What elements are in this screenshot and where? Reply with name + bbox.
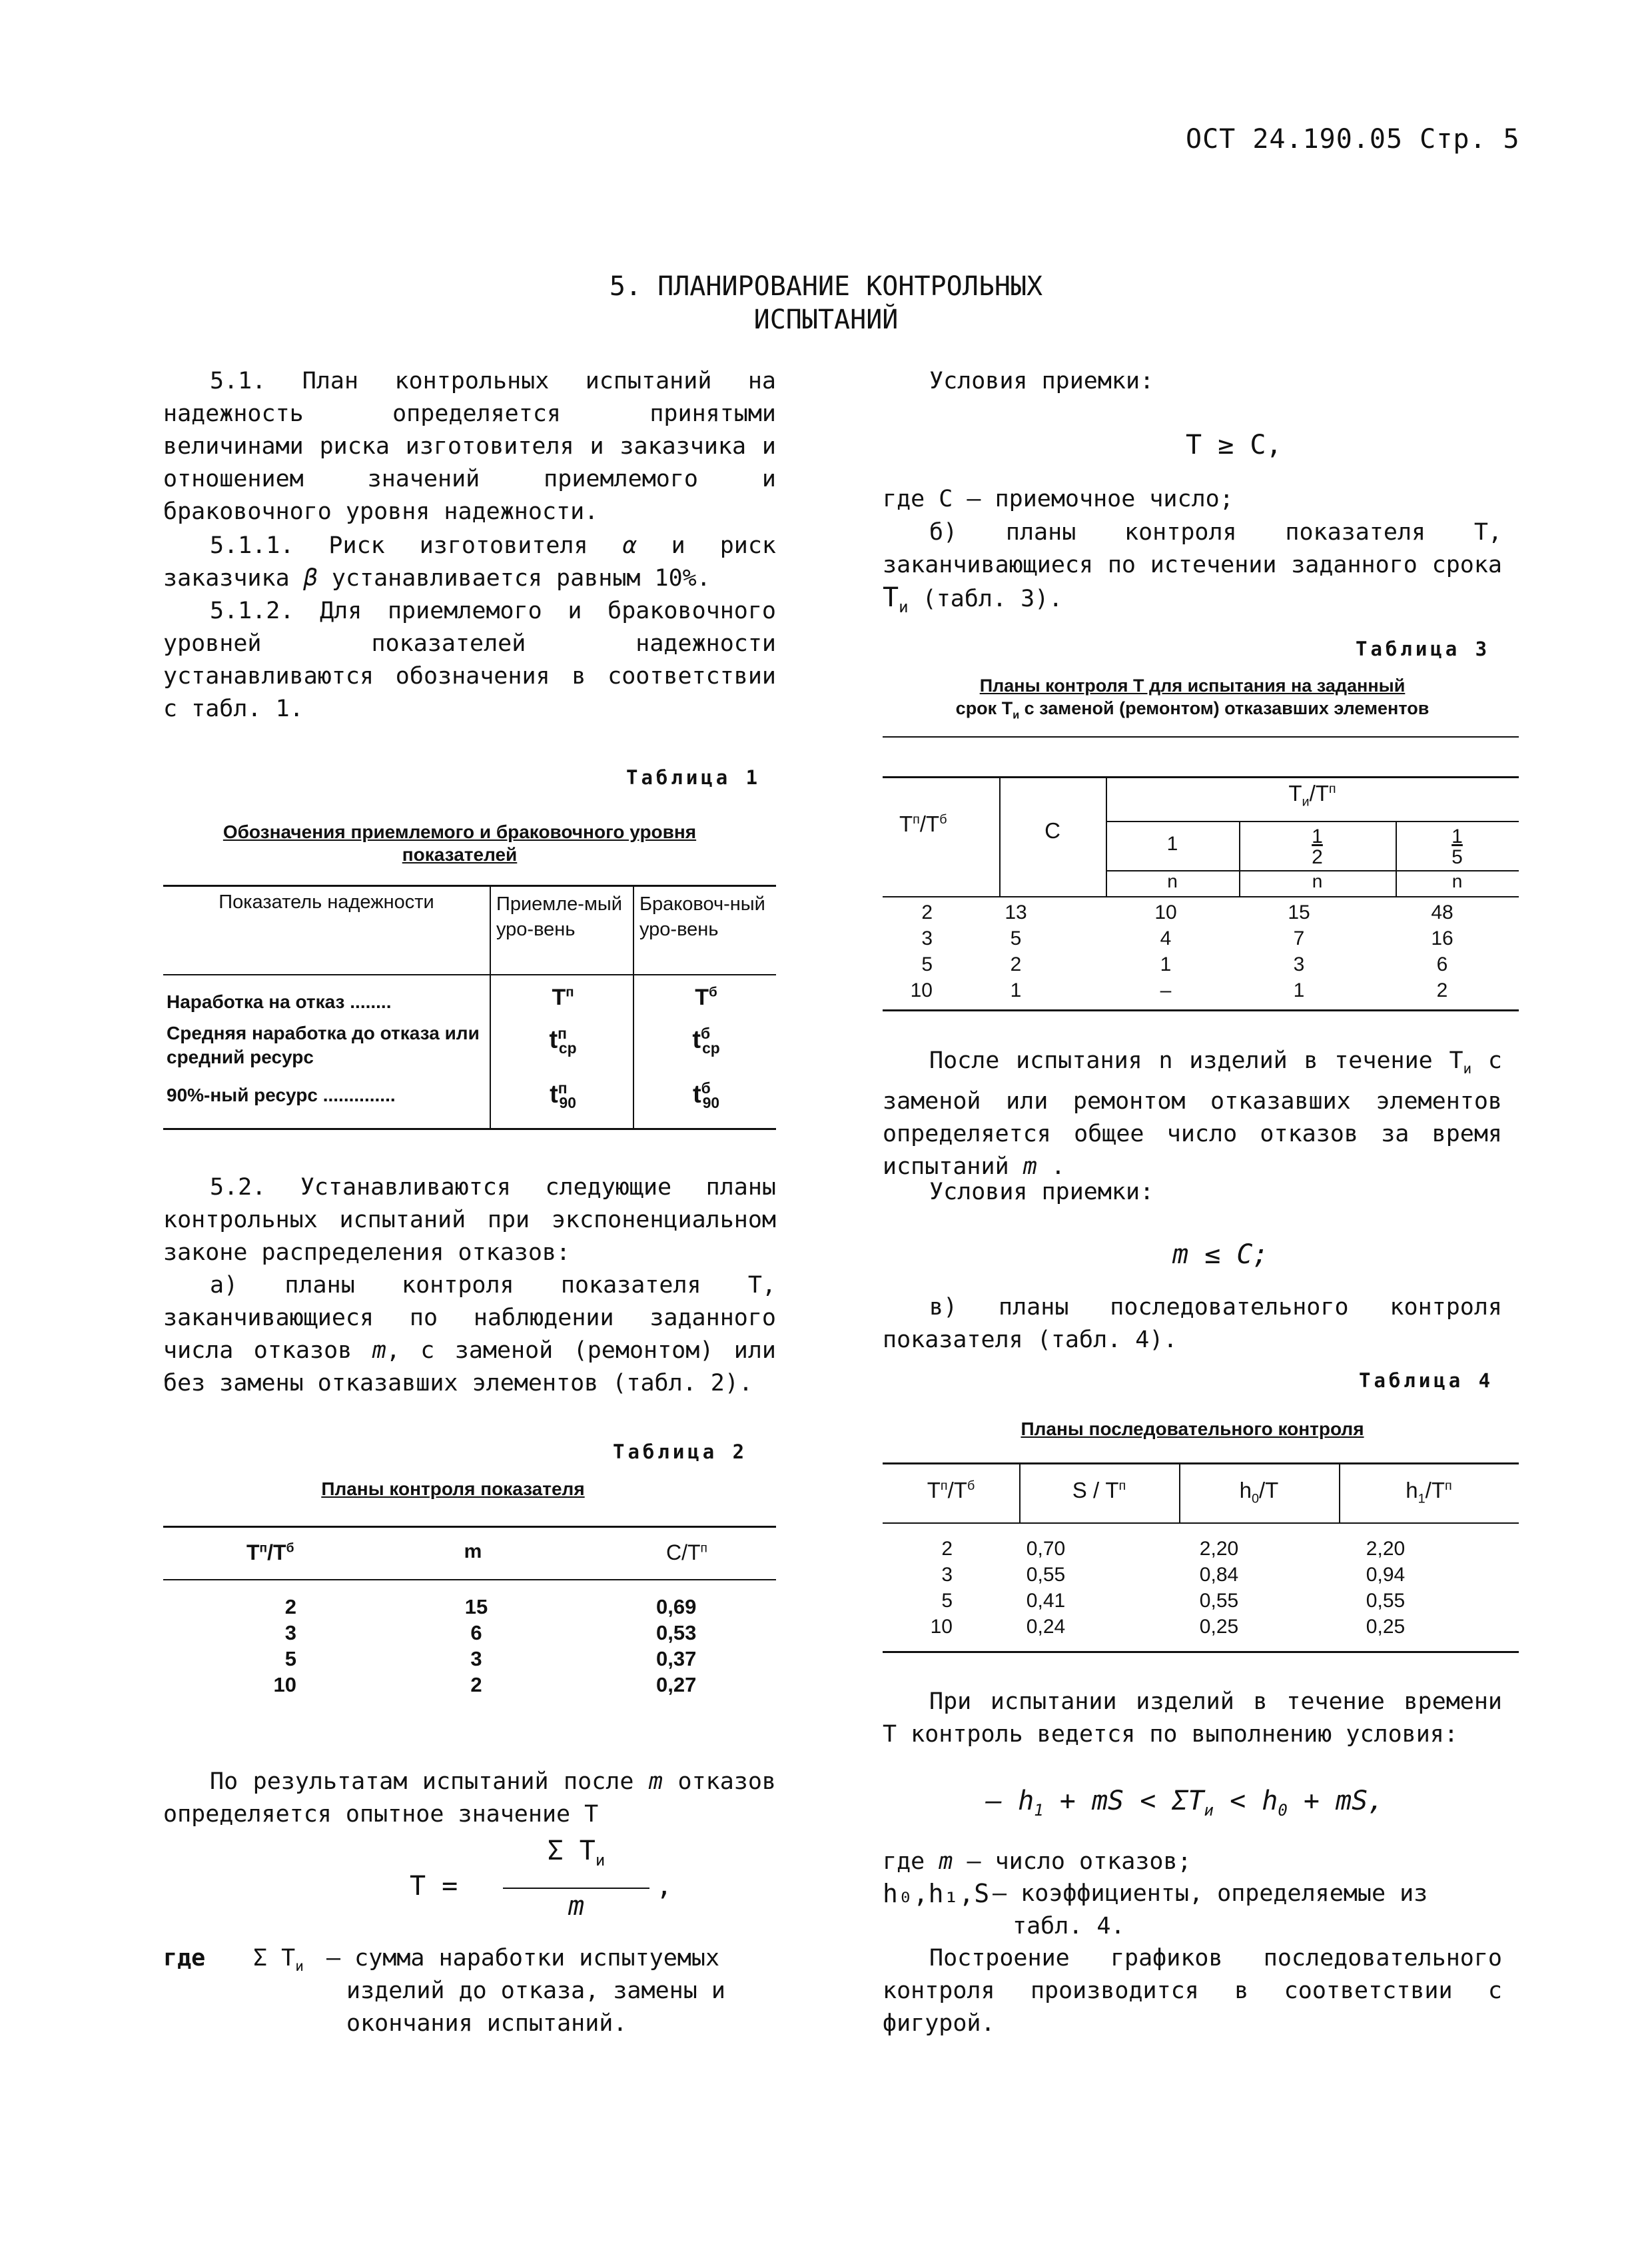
sym: Т bbox=[1288, 781, 1302, 806]
sup: п bbox=[700, 1541, 707, 1556]
section-title-line2: ИСПЫТАНИЙ bbox=[753, 304, 899, 335]
table-row bbox=[163, 1594, 776, 1620]
n-symbol: n bbox=[1158, 1047, 1173, 1074]
sym: Т bbox=[695, 985, 709, 1010]
table4-caption: Таблица 4 bbox=[1359, 1369, 1494, 1392]
part: – h bbox=[986, 1786, 1034, 1816]
table4-header-ratio bbox=[883, 1478, 1019, 1503]
sup: п bbox=[558, 1079, 568, 1097]
after-t2-text-a: По результатам испытаний после bbox=[210, 1768, 634, 1795]
cell: 0,53 bbox=[656, 1621, 697, 1644]
cell: 6 bbox=[470, 1621, 482, 1644]
sup: б bbox=[939, 812, 947, 827]
table-row bbox=[163, 1672, 776, 1698]
paragraph-v: в) планы последовательного контроля показателя (табл. 4). bbox=[883, 1294, 1502, 1353]
where-label: где bbox=[163, 1945, 206, 1971]
table2-body bbox=[163, 1594, 776, 1698]
paragraph-after-table2 bbox=[163, 1766, 776, 1831]
sub: 0 bbox=[1252, 1491, 1260, 1506]
table-row bbox=[883, 977, 1519, 1003]
cell: 0,70 bbox=[1026, 1538, 1066, 1560]
table4-header-h1 bbox=[1339, 1478, 1519, 1507]
paragraph-5-1-1 bbox=[163, 530, 776, 595]
sup: б bbox=[967, 1478, 975, 1493]
table2-header-ratio bbox=[246, 1540, 294, 1565]
cell: 13 bbox=[1005, 901, 1027, 923]
sym: /Т bbox=[267, 1540, 286, 1564]
table3-sub-1: 1 bbox=[1166, 833, 1178, 855]
table1-row3-rejectable bbox=[639, 1079, 773, 1112]
cell: 1 bbox=[1160, 953, 1172, 975]
where-m-row bbox=[883, 1846, 1192, 1878]
cell: 0,55 bbox=[1366, 1590, 1406, 1612]
cell: 2 bbox=[941, 1538, 953, 1560]
table3-sub-fifth bbox=[1396, 826, 1519, 867]
table-row bbox=[883, 899, 1519, 925]
cell: 15 bbox=[1288, 901, 1310, 923]
denominator: 2 bbox=[1312, 846, 1323, 868]
coef-description: – коэффициенты, определяемые из табл. 4. bbox=[993, 1880, 1428, 1940]
table4-header-h0 bbox=[1179, 1478, 1339, 1507]
cell: 5 bbox=[284, 1647, 296, 1670]
beta-symbol: β bbox=[303, 565, 318, 592]
sup: п bbox=[1118, 1478, 1126, 1493]
formula-fraction-bar bbox=[503, 1888, 649, 1889]
sym: t bbox=[550, 1080, 558, 1109]
table3-header-ratio bbox=[899, 812, 947, 837]
cell: 1 bbox=[1010, 979, 1022, 1001]
cell: 48 bbox=[1431, 901, 1453, 923]
table3-top-rule bbox=[883, 776, 1519, 778]
sub: 1 bbox=[1418, 1491, 1426, 1506]
table2-header-rule bbox=[163, 1579, 776, 1580]
table3-n-label-3: n bbox=[1451, 871, 1463, 891]
sup: п bbox=[259, 1541, 268, 1556]
paragraph-graph: Построение графиков последовательного контроля производится в соответствии с фигурой. bbox=[883, 1945, 1502, 2037]
table4-top-rule bbox=[883, 1462, 1519, 1464]
table1-divider-1 bbox=[490, 885, 491, 1128]
formula-numerator bbox=[503, 1836, 649, 1870]
m-symbol: m bbox=[939, 1848, 953, 1875]
p511-text-c: устанавливается равным 10%. bbox=[331, 565, 711, 592]
cell: 5 bbox=[921, 953, 933, 975]
part: + mS, bbox=[1303, 1786, 1384, 1816]
table3-title-line1: Планы контроля Т для испытания на заданный bbox=[979, 676, 1406, 696]
m-symbol: m bbox=[372, 1337, 386, 1364]
table3-title bbox=[883, 674, 1502, 726]
paragraph-b bbox=[883, 516, 1502, 624]
table1-row2-rejectable bbox=[639, 1025, 773, 1057]
table3-bottom-rule bbox=[883, 1009, 1519, 1011]
cell: 3 bbox=[921, 927, 933, 949]
cell: 3 bbox=[1293, 953, 1305, 975]
denominator: 5 bbox=[1451, 846, 1463, 868]
alpha-symbol: α bbox=[622, 532, 637, 559]
cell: 3 bbox=[284, 1621, 296, 1644]
table-row bbox=[883, 1588, 1519, 1614]
table3-header-c: С bbox=[1044, 818, 1060, 843]
sub: 90 bbox=[702, 1094, 720, 1112]
sup: п bbox=[940, 1478, 948, 1493]
paragraph-5-2-a bbox=[163, 1269, 776, 1400]
table1-row1-rejectable bbox=[639, 985, 773, 1011]
sub: 1 bbox=[1034, 1801, 1044, 1820]
table-row bbox=[883, 925, 1519, 951]
paragraph-5-1-2: 5.1.2. Для приемлемого и браковочного уровней показателей надежности устанавливаются обозначения в соответствии с табл. 1. bbox=[163, 598, 776, 722]
table2-header-c bbox=[666, 1540, 707, 1565]
cell: 7 bbox=[1293, 927, 1305, 949]
part: < h bbox=[1230, 1786, 1278, 1816]
table3-title-rule bbox=[883, 736, 1519, 738]
cell: 0,27 bbox=[656, 1673, 697, 1696]
m-symbol: m bbox=[648, 1768, 663, 1795]
sym: t bbox=[549, 1025, 558, 1054]
sub: и bbox=[595, 1851, 606, 1870]
table1-header-rule bbox=[163, 974, 776, 975]
table1-row3-name: 90%-ный ресурс .............. bbox=[167, 1085, 396, 1105]
cell: 4 bbox=[1160, 927, 1172, 949]
cell: 0,55 bbox=[1199, 1590, 1239, 1612]
cell: 0,55 bbox=[1026, 1564, 1066, 1586]
table3-mid-rule bbox=[1106, 821, 1519, 822]
cell: 2,20 bbox=[1366, 1538, 1406, 1560]
acceptance-conditions-1: Условия приемки: bbox=[929, 368, 1154, 394]
after-t3-b: изделий в течение bbox=[1189, 1047, 1433, 1074]
section-title-line1: 5. ПЛАНИРОВАНИЕ КОНТРОЛЬНЫХ bbox=[609, 271, 1043, 302]
table4-header-rule bbox=[883, 1522, 1519, 1524]
cell: 16 bbox=[1431, 927, 1453, 949]
cell: 2 bbox=[1436, 979, 1448, 1001]
ti-symbol bbox=[1449, 1047, 1472, 1077]
sym: Σ Т bbox=[253, 1945, 296, 1971]
table3-caption: Таблица 3 bbox=[1356, 638, 1491, 660]
cell: 2 bbox=[284, 1595, 296, 1618]
table1-divider-2 bbox=[633, 885, 634, 1128]
cell: 0,41 bbox=[1026, 1590, 1066, 1612]
table1-caption: Таблица 1 bbox=[626, 766, 761, 789]
sup: б bbox=[701, 1079, 711, 1097]
table1-row1-acceptable bbox=[496, 985, 629, 1011]
p511-text-a: 5.1.1. Риск изготовителя bbox=[210, 532, 588, 559]
table2-header-m: m bbox=[464, 1540, 482, 1562]
page-header: ОСТ 24.190.05 Стр. 5 bbox=[1186, 124, 1520, 155]
cell: 5 bbox=[1010, 927, 1022, 949]
sum-description: – сумма наработки испытуемых изделий до отказа, замены и окончания испытаний. bbox=[326, 1945, 725, 2037]
paragraph-5-2: 5.2. Устанавливаются следующие планы контрольных испытаний при экспоненциальном законе распределения отказов: bbox=[163, 1174, 776, 1266]
text: с заменой (ремонтом) отказавших элементов bbox=[1024, 698, 1430, 718]
sym: /Т bbox=[1259, 1478, 1279, 1502]
numerator: 1 bbox=[1312, 826, 1323, 847]
table3-title-line2 bbox=[883, 697, 1502, 726]
cell: – bbox=[1160, 979, 1172, 1001]
cell: 0,37 bbox=[656, 1647, 697, 1670]
table3-header-rule bbox=[883, 896, 1519, 897]
sup: п bbox=[566, 985, 574, 1000]
table3-n-label-1: n bbox=[1167, 871, 1178, 891]
table1-header-acceptable: Приемле-мый уро-вень bbox=[496, 893, 622, 940]
sym: Т bbox=[883, 582, 899, 613]
table4-body bbox=[883, 1536, 1519, 1640]
sum-symbol bbox=[253, 1942, 304, 1983]
table4-title: Планы последовательного контроля bbox=[1021, 1418, 1364, 1439]
cell: 6 bbox=[1436, 953, 1448, 975]
sym: Т bbox=[246, 1540, 260, 1564]
sub: ср bbox=[558, 1039, 577, 1057]
table1-row3-acceptable bbox=[496, 1079, 629, 1112]
sub: ср bbox=[702, 1039, 720, 1057]
table-row bbox=[883, 951, 1519, 977]
table-row bbox=[883, 1614, 1519, 1640]
sym: Σ Т bbox=[547, 1836, 596, 1866]
sym: Т bbox=[927, 1478, 941, 1502]
sup: б bbox=[286, 1541, 294, 1556]
cell: 0,25 bbox=[1199, 1616, 1239, 1638]
table2-top-rule bbox=[163, 1526, 776, 1528]
after-t3-a: После испытания bbox=[929, 1047, 1142, 1074]
cell: 15 bbox=[464, 1595, 488, 1618]
sym: Т bbox=[899, 812, 913, 836]
acceptance-conditions-2: Условия приемки: bbox=[929, 1179, 1154, 1205]
ti-symbol bbox=[883, 582, 909, 616]
inequality-t-ge-c: Т ≥ С, bbox=[1186, 430, 1282, 460]
p52a-text-2: , с заменой (ремонтом) или без замены отказавших элементов (табл. 2). bbox=[163, 1337, 777, 1397]
sup: п bbox=[913, 812, 920, 827]
where-c: где С – приемочное число; bbox=[883, 486, 1234, 512]
cell: 0,94 bbox=[1366, 1564, 1406, 1586]
cell: 1 bbox=[1293, 979, 1305, 1001]
table1-header-rejectable: Браковоч-ный уро-вень bbox=[639, 893, 765, 940]
table1-top-rule bbox=[163, 885, 776, 887]
after-t3-end: . bbox=[1050, 1153, 1065, 1180]
cell: 10 bbox=[1154, 901, 1177, 923]
sup: б bbox=[700, 1025, 711, 1042]
table-row bbox=[163, 1646, 776, 1672]
section-title bbox=[0, 270, 1652, 336]
cell: 0,69 bbox=[656, 1595, 697, 1618]
m-symbol: m bbox=[1023, 1153, 1037, 1180]
sym: /Т bbox=[947, 1478, 967, 1502]
table-row bbox=[883, 1536, 1519, 1562]
table2-title: Планы контроля показателя bbox=[321, 1478, 585, 1499]
table4-header-s bbox=[1019, 1478, 1179, 1503]
sym: срок Т bbox=[955, 698, 1013, 718]
cell: 0,25 bbox=[1366, 1616, 1406, 1638]
sub: 0 bbox=[1278, 1801, 1288, 1820]
sup: п bbox=[1444, 1478, 1452, 1493]
formula-tail: , bbox=[656, 1871, 673, 1902]
table1-title: Обозначения приемлемого и браковочного уровня показателей bbox=[222, 822, 697, 865]
sub: и bbox=[1204, 1801, 1214, 1820]
table-row bbox=[163, 1620, 776, 1646]
table1-row2-acceptable bbox=[496, 1025, 629, 1057]
pb-end: (табл. 3). bbox=[922, 586, 1063, 612]
inequality-m-le-c: m ≤ С; bbox=[1172, 1239, 1269, 1270]
cell: 10 bbox=[930, 1616, 953, 1638]
sub: и bbox=[1302, 794, 1310, 810]
cell: 2,20 bbox=[1199, 1538, 1239, 1560]
sym: С/Т bbox=[666, 1540, 701, 1564]
formula-lhs: Т = bbox=[410, 1871, 458, 1902]
after-t2-text-b: отказов определяется опытное значение Т bbox=[163, 1768, 777, 1828]
table2-caption: Таблица 2 bbox=[613, 1440, 748, 1463]
sym: /Т bbox=[919, 812, 940, 836]
paragraph-after-table3 bbox=[883, 1045, 1502, 1183]
sym: S / Т bbox=[1072, 1478, 1119, 1502]
cell: 2 bbox=[1010, 953, 1022, 975]
p511-text-b: и риск заказчика bbox=[163, 532, 776, 592]
sequential-inequality bbox=[986, 1786, 1384, 1820]
sym: Т bbox=[1449, 1047, 1463, 1074]
formula-denominator: m bbox=[568, 1891, 585, 1922]
sub: 90 bbox=[559, 1094, 576, 1112]
cell: 0,84 bbox=[1199, 1564, 1239, 1586]
cell: 10 bbox=[910, 979, 933, 1001]
cell: 0,24 bbox=[1026, 1616, 1066, 1638]
table-row bbox=[883, 1562, 1519, 1588]
sym: /Т bbox=[1425, 1478, 1445, 1502]
sym: /Т bbox=[1309, 781, 1329, 806]
sup: п bbox=[558, 1025, 567, 1042]
after-t3-c: с заменой или ремонтом отказавших элементов определяется общее число отказов за время испытаний bbox=[883, 1047, 1502, 1180]
sym: h bbox=[1406, 1478, 1418, 1502]
sym: t bbox=[692, 1080, 701, 1109]
table3-body bbox=[883, 899, 1519, 1003]
paragraph-5-1: 5.1. План контрольных испытаний на надежность определяется принятыми величинами риска изготовителя и заказчика и отношением значений приемлемого и браковочного уровня надежности. bbox=[163, 368, 776, 525]
table1-row1-name: Наработка на отказ ........ bbox=[167, 991, 392, 1012]
table4-bottom-rule bbox=[883, 1651, 1519, 1653]
cell: 3 bbox=[470, 1647, 482, 1670]
sub: и bbox=[295, 1958, 304, 1974]
sym: t bbox=[692, 1025, 701, 1054]
numerator: 1 bbox=[1451, 826, 1463, 847]
sub: и bbox=[1013, 709, 1020, 722]
cell: 2 bbox=[470, 1673, 482, 1696]
sup: б bbox=[709, 985, 717, 1000]
sub: и bbox=[899, 598, 909, 616]
table1-row2-name: Средняя наработка до отказа или средний ресурс bbox=[167, 1023, 480, 1067]
cell: 10 bbox=[273, 1673, 296, 1696]
table3-header-ti bbox=[1106, 781, 1519, 810]
coef-symbols: h₀,h₁,S bbox=[883, 1879, 990, 1908]
sup: п bbox=[1328, 782, 1336, 796]
p52a-text-1: а) планы контроля показателя Т, заканчивающиеся по наблюдении заданного числа отказов bbox=[163, 1272, 776, 1364]
cell: 3 bbox=[941, 1564, 953, 1586]
cell: 5 bbox=[941, 1590, 953, 1612]
sub: и bbox=[1463, 1061, 1472, 1077]
paragraph-after-table4: При испытании изделий в течение времени Т контроль ведется по выполнению условия: bbox=[883, 1688, 1502, 1748]
table3-sub-half bbox=[1239, 826, 1396, 867]
where: где bbox=[883, 1848, 925, 1875]
sym: h bbox=[1239, 1478, 1252, 1502]
pb-text: б) планы контроля показателя Т, заканчивающиеся по истечении заданного срока bbox=[883, 519, 1502, 578]
table3-n-label-2: n bbox=[1312, 871, 1323, 891]
sym: Т bbox=[552, 985, 566, 1010]
table1-bottom-rule bbox=[163, 1128, 776, 1130]
desc: – число отказов; bbox=[967, 1848, 1192, 1875]
cell: 2 bbox=[921, 901, 933, 923]
part: + mS < ΣТ bbox=[1059, 1786, 1204, 1816]
table1-header-indicator: Показатель надежности bbox=[218, 891, 434, 913]
